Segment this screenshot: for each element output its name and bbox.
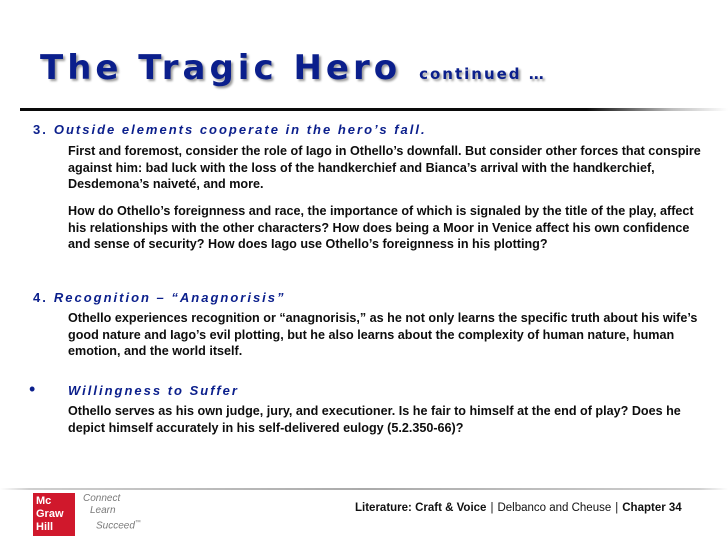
section-4-number: 4.: [33, 290, 48, 305]
title-main: The Tragic Hero: [40, 48, 402, 88]
section-3-heading: [33, 122, 427, 137]
chapter-label: Chapter 34: [622, 502, 682, 514]
mcgraw-hill-logo: [33, 493, 75, 536]
footer-credit: [355, 502, 682, 514]
trademark-symbol: ™: [134, 520, 141, 526]
slide-footer: [0, 488, 728, 546]
footer-separator-2: |: [615, 502, 619, 514]
section-3-paragraph-2: How do Othello’s foreignness and race, the importance of which is signaled by the title of the play, affect his relationships with the other characters? How does being a Moor in Venice affect his own confidence and sense of security? How does Iago use Othello’s foreignness in his plotting?: [68, 204, 694, 251]
book-title: Literature: Craft & Voice: [355, 502, 487, 514]
section-4-title: Recognition – “Anagnorisis”: [53, 290, 286, 305]
footer-separator-1: |: [490, 502, 494, 514]
bullet-paragraph: Othello serves as his own judge, jury, and executioner. Is he fair to himself at the end of play? Does he depict himself accurately in his self-delivered eulogy (5.2.350-66)?: [68, 404, 681, 435]
title-divider: [20, 108, 728, 111]
tagline-succeed: Succeed: [96, 520, 135, 532]
title-continued: continued …: [419, 65, 546, 83]
section-3-title: Outside elements cooperate in the hero’s fall.: [53, 122, 427, 137]
section-4-heading: [33, 290, 286, 305]
section-4-paragraph: Othello experiences recognition or “anagnorisis,” as he not only learns the specific truth about his wife’s good nature and Iago’s evil plotting, but he also learns about the complexity of human nature, human emotion, and the world itself.: [68, 311, 698, 358]
footer-divider: [0, 488, 728, 490]
section-3-paragraph-1: First and foremost, consider the role of Iago in Othello’s downfall. But consider other forces that conspire against him: bad luck with the loss of the handkerchief and Bianca’s arrival with the handkerchief, Desdemona’s naiveté, and more.: [68, 144, 701, 191]
slide-title: [40, 48, 546, 88]
logo-line-hill: Hill: [36, 521, 54, 533]
tagline-learn: Learn: [90, 505, 116, 516]
book-authors: Delbanco and Cheuse: [497, 502, 612, 514]
bullet-icon: •: [29, 379, 36, 399]
section-3-number: 3.: [33, 122, 48, 137]
tagline-connect: Connect: [83, 493, 121, 504]
bullet-heading: Willingness to Suffer: [68, 383, 239, 398]
logo-line-mc: Mc: [36, 495, 52, 507]
logo-line-graw: Graw: [36, 508, 64, 520]
